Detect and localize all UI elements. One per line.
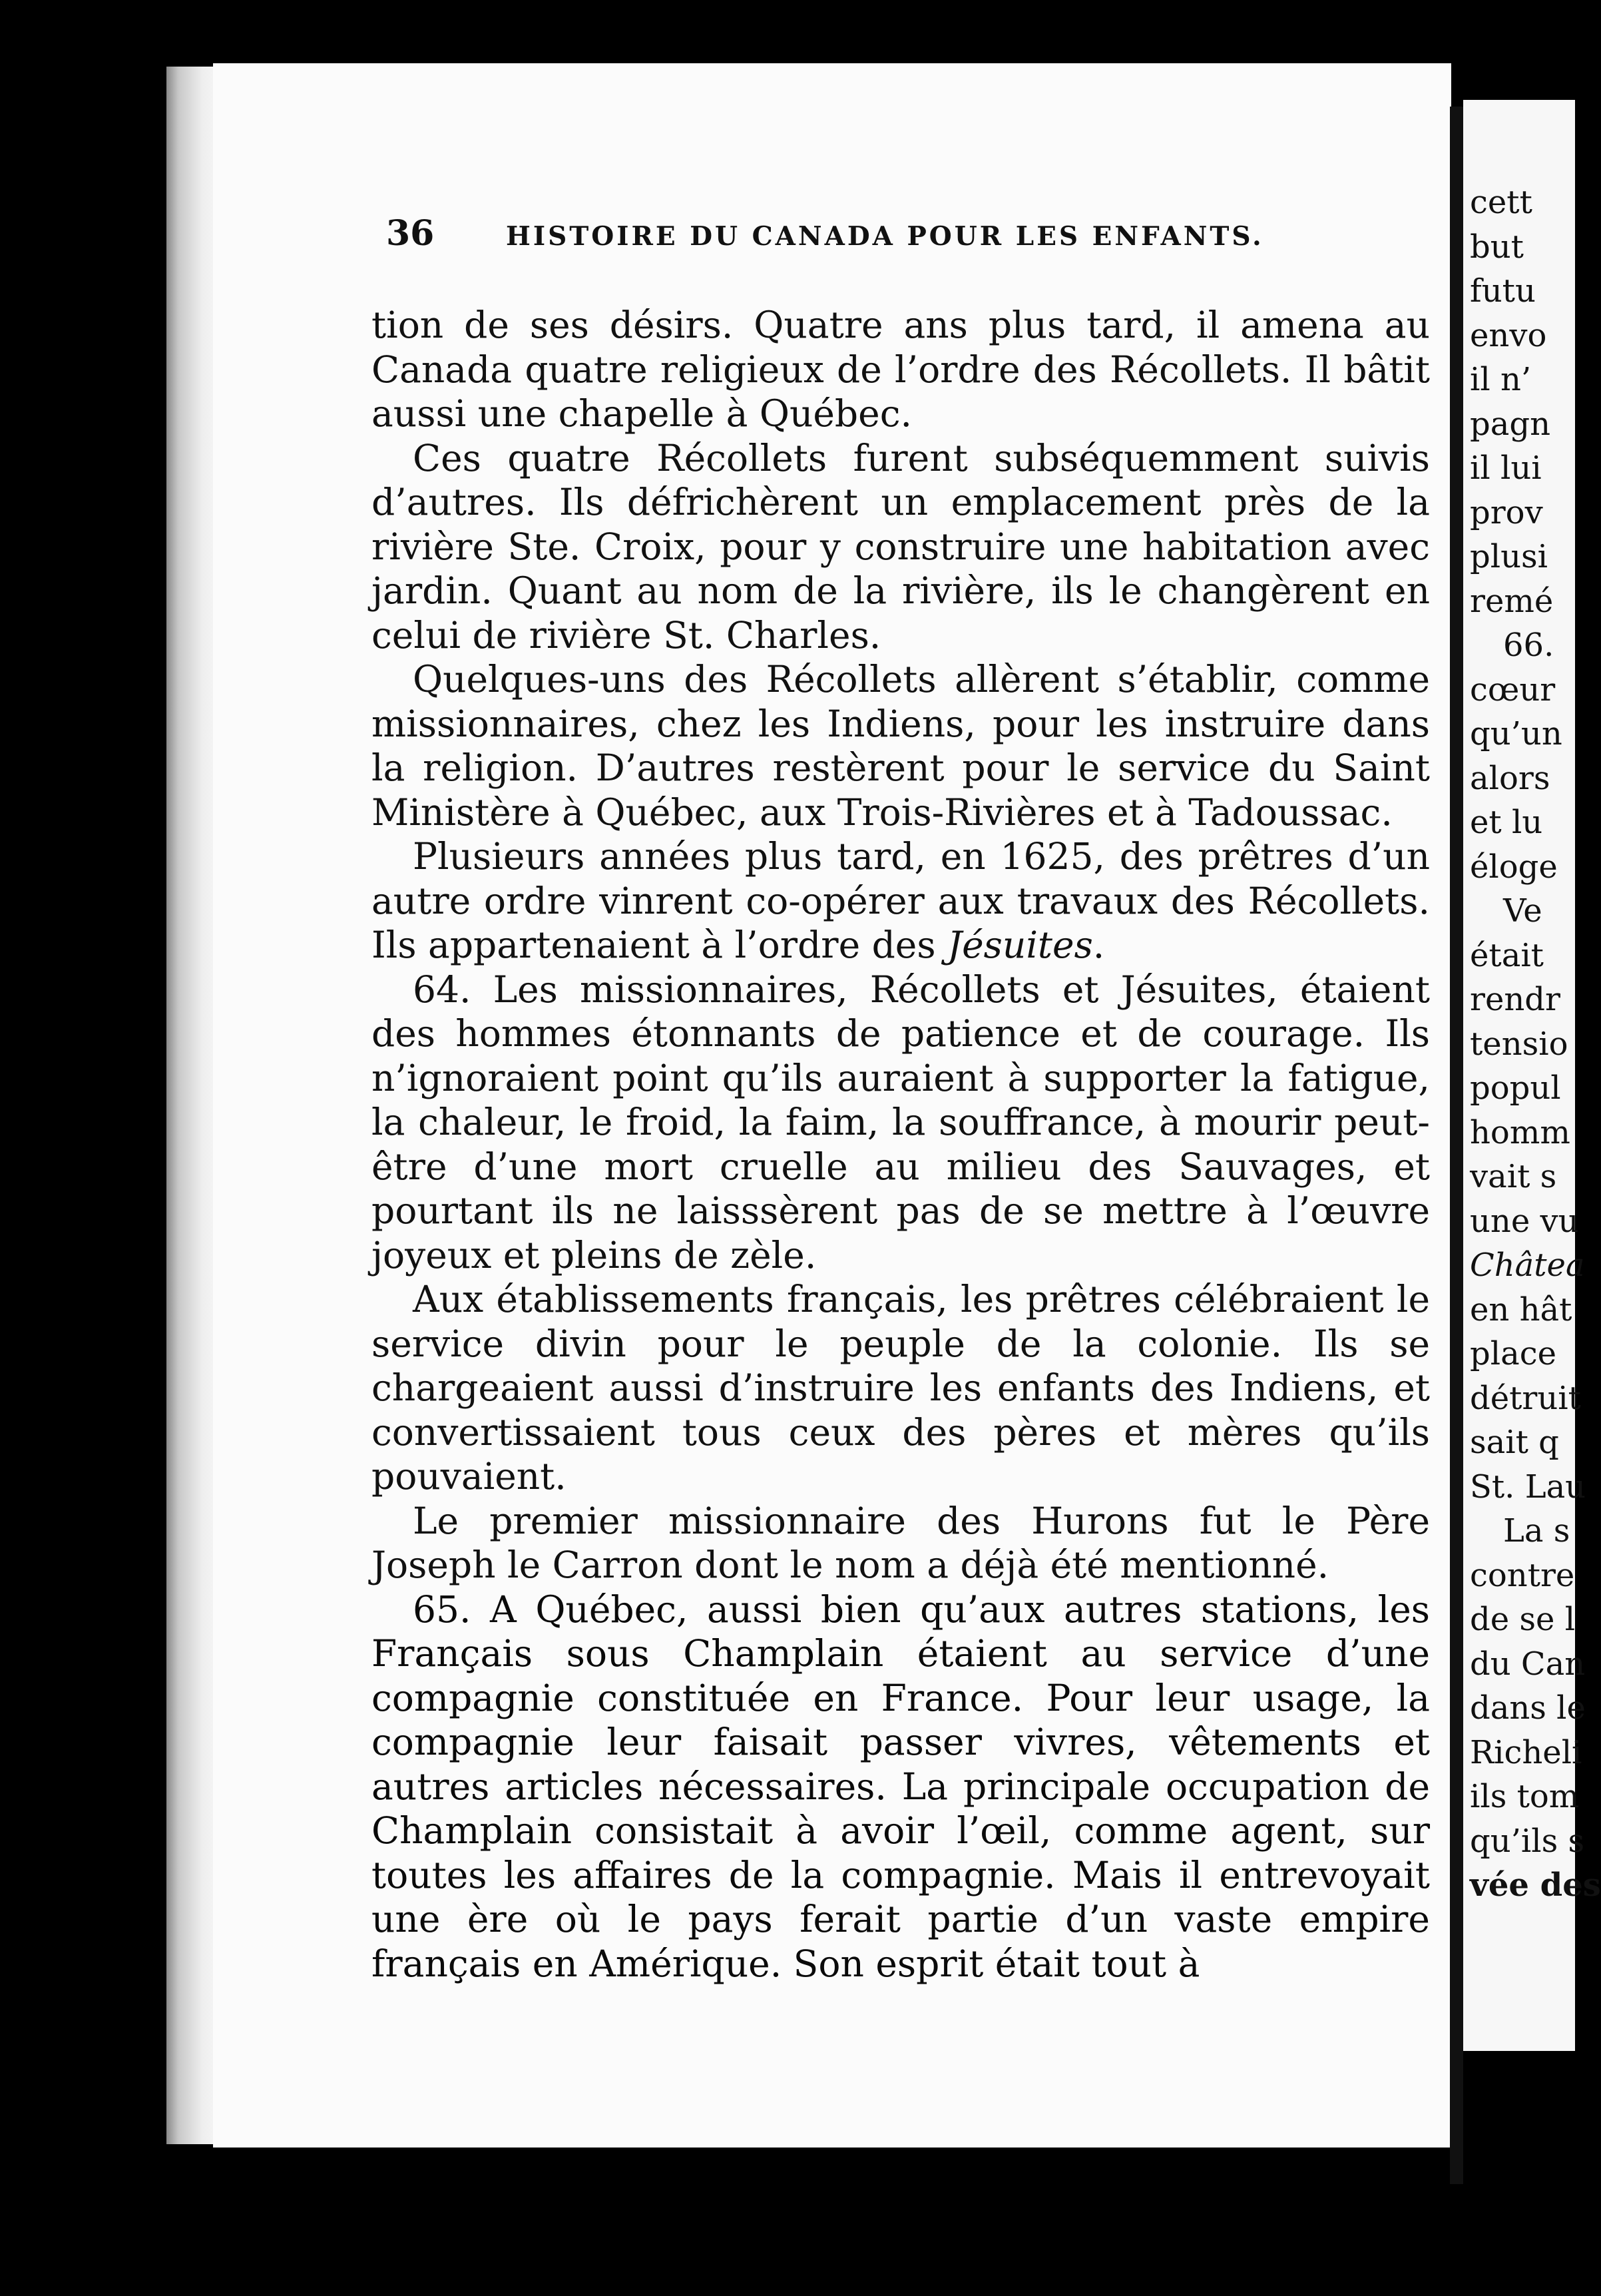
paragraph-4-text: Plusieurs années plus tard, en 1625, des prêtres d’un autre ordre vinrent co-opérer aux travaux des Récollets. Ils appartenaient à l’ordre des	[371, 835, 1430, 966]
facing-page-fragment: alors	[1470, 759, 1550, 797]
facing-page-fragment: du Can	[1470, 1645, 1586, 1683]
facing-page-fragment: une vu	[1470, 1202, 1579, 1240]
page-number: 36	[386, 213, 435, 254]
page-edge-rule	[1450, 107, 1463, 2184]
facing-page-fragment: sait q	[1470, 1424, 1559, 1461]
facing-page-edge	[1463, 100, 1601, 2051]
facing-page-fragment: en hât	[1470, 1291, 1572, 1328]
paragraph-6: Aux établissements français, les prêtres célébraient le service divin pour le peuple de la colonie. Ils se chargeaient aussi d’instruire les enfants des Indiens, et convertissaient tous ceux des pères et mères qu’ils pouvaient.	[371, 1278, 1430, 1498]
facing-page-fragment: contre	[1470, 1556, 1575, 1594]
page-body	[371, 303, 1430, 1986]
facing-page-fragment: ils tom	[1470, 1778, 1580, 1815]
facing-page-fragment: vée des	[1470, 1866, 1601, 1904]
facing-page-fragment: éloge	[1470, 848, 1558, 886]
facing-page-fragment: de se l	[1470, 1601, 1576, 1638]
facing-page-fragment: prov	[1470, 493, 1543, 531]
facing-page-fragment: était	[1470, 936, 1544, 974]
facing-page-fragment: St. Lau	[1470, 1468, 1586, 1506]
facing-page-fragment: il n’	[1470, 361, 1532, 398]
facing-page-fragment: et lu	[1470, 804, 1543, 841]
paragraph-4	[371, 834, 1430, 968]
paragraph-3: Quelques-uns des Récollets allèrent s’établir, comme missionnaires, chez les Indiens, pour les instruire dans la religion. D’autres restèrent pour le service du Saint Ministère à Québec, aux Trois-Rivières et à Tadoussac.	[371, 658, 1430, 834]
facing-page-fragment: détruit	[1470, 1379, 1581, 1417]
facing-page-fragment: rendr	[1470, 981, 1560, 1018]
facing-page-fragment: 66.	[1503, 627, 1554, 664]
facing-page-fragment: vait s	[1470, 1158, 1557, 1195]
paragraph-5: 64. Les missionnaires, Récollets et Jésuites, étaient des hommes étonnants de patience et de courage. Ils n’ignoraient point qu’ils auraient à supporter la fatigue, la chaleur, le froid, la faim, la souffrance, à mourir peut-être d’une mort cruelle au milieu des Sauvages, et pourtant ils ne laisssèrent pas de se mettre à l’œuvre joyeux et pleins de zèle.	[371, 968, 1430, 1277]
facing-page-fragment: cœur	[1470, 671, 1556, 709]
facing-page-fragment: homm	[1470, 1113, 1570, 1151]
facing-page-fragment: La s	[1503, 1512, 1570, 1550]
paragraph-4-tail: .	[1092, 924, 1105, 966]
facing-page-fragment: envo	[1470, 316, 1547, 354]
paragraph-1: tion de ses désirs. Quatre ans plus tard, il amena au Canada quatre religieux de l’ordre des Récollets. Il bâtit aussi une chapelle à Québec.	[371, 304, 1430, 435]
facing-page-fragment: but	[1470, 228, 1524, 266]
paragraph-8: 65. A Québec, aussi bien qu’aux autres stations, les Français sous Champlain étaient au service d’une compagnie constituée en France. Pour leur usage, la compagnie leur faisait passer vivres, vêtements et autres articles nécessaires. La principale occupation de Champlain consistait à avoir l’œil, comme agent, sur toutes les affaires de la compagnie. Mais il entrevoyait une ère où le pays ferait partie d’un vaste empire français en Amérique. Son esprit était tout à	[371, 1587, 1430, 1985]
facing-page-fragment: Ve	[1503, 892, 1542, 930]
paragraph-4-italic: Jésuites	[947, 924, 1093, 966]
facing-page-fragment: qu’un	[1470, 715, 1562, 752]
running-head: HISTOIRE DU CANADA POUR LES ENFANTS.	[506, 221, 1264, 252]
facing-page-fragment: plusi	[1470, 538, 1548, 575]
facing-page-fragment: il lui	[1470, 449, 1542, 487]
facing-page-fragment: qu’ils s	[1470, 1822, 1585, 1860]
facing-page-fragment: Châtea	[1470, 1247, 1585, 1284]
facing-page-fragment: place	[1470, 1335, 1556, 1372]
facing-page-fragment: pagn	[1470, 405, 1550, 443]
facing-page-fragment: cett	[1470, 184, 1532, 221]
facing-page-fragment: popul	[1470, 1069, 1561, 1107]
facing-page-fragment: remé	[1470, 582, 1554, 620]
facing-page-fragment: Richeli	[1470, 1733, 1582, 1771]
paragraph-7: Le premier missionnaire des Hurons fut le Père Joseph le Carron dont le nom a déjà été mentionné.	[371, 1499, 1430, 1586]
facing-page-fragment: futu	[1470, 272, 1536, 310]
facing-page-fragment: tensio	[1470, 1025, 1568, 1063]
paragraph-2: Ces quatre Récollets furent subséquemment suivis d’autres. Ils défrichèrent un emplacement près de la rivière Ste. Croix, pour y construire une habitation avec jardin. Quant au nom de la rivière, ils le changèrent en celui de rivière St. Charles.	[371, 436, 1430, 657]
facing-page-fragment: dans le	[1470, 1689, 1586, 1727]
